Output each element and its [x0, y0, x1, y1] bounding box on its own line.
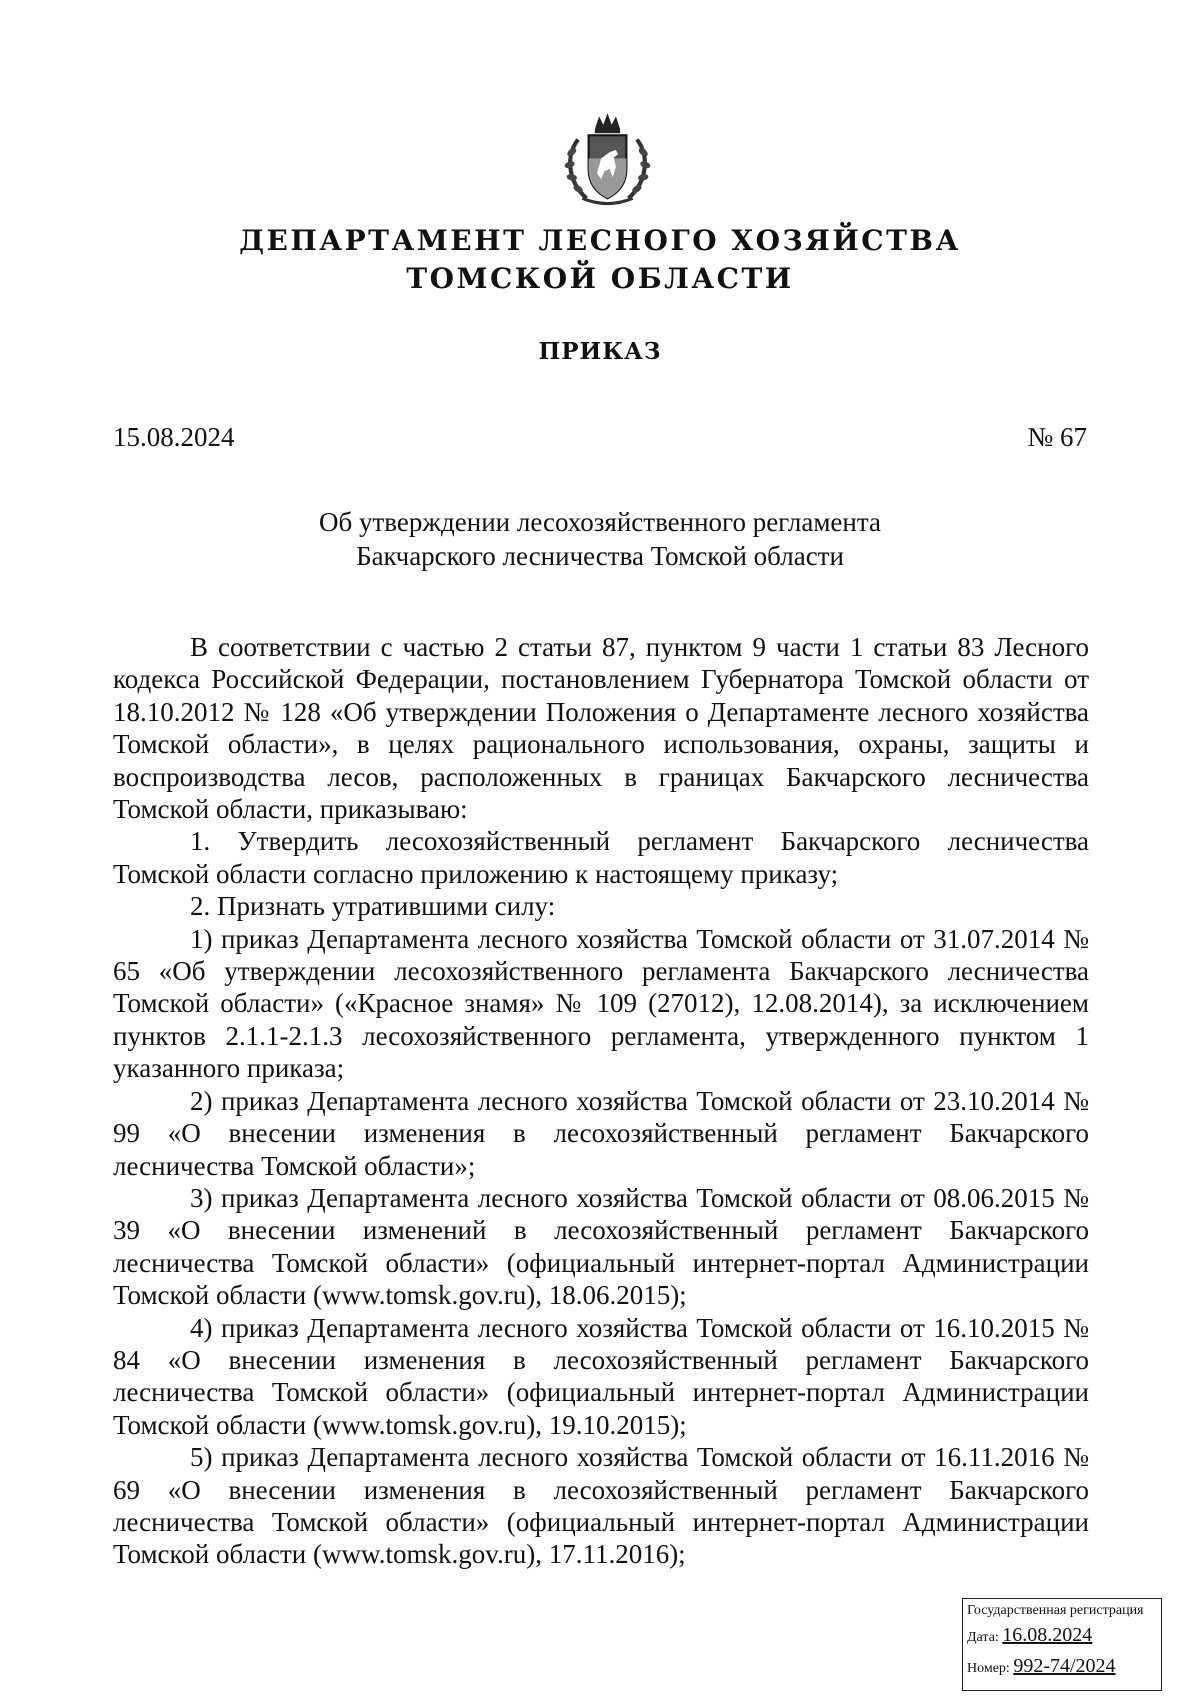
paragraph-item-2: 2. Признать утратившими силу: — [190, 891, 556, 922]
paragraph-preamble: В соответствии с частью 2 статьи 87, пунктом 9 части 1 статьи 83 Лесного кодекса Российской Федерации, постановлением Губернатора Томской области от 18.10.2012 № 128 «Об утверждении Положения о Департаменте лесного хозяйства Томской области», в целях рационального использования, охраны, защиты и воспроизводства лесов, расположенных в границах Бакчарского лесничества Томской области, приказываю: — [113, 632, 1089, 825]
paragraph-subitem-1: 1) приказ Департамента лесного хозяйства Томской области от 31.07.2014 № 65 «Об утверждении лесохозяйственного регламента Бакчарского лесничества Томской области» («Красное знамя» № 109 (27012), 12.08.2014), за исключением пунктов 2.1.1-2.1.3 лесохозяйственного регламента, утвержденного пунктом 1 указанного приказа; — [113, 923, 1089, 1084]
paragraph-subitem-5: 5) приказ Департамента лесного хозяйства Томской области от 16.11.2016 № 69 «О внесении изменения в лесохозяйственный регламент Бакчарского лесничества Томской области» (официальный интернет-портал Администрации Томской области (www.tomsk.gov.ru), 17.11.2016); — [113, 1442, 1089, 1570]
registration-title: Государственная регистрация — [967, 1603, 1144, 1618]
registration-date-value: 16.08.2024 — [1002, 1624, 1093, 1646]
subject-line-1: Об утверждении лесохозяйственного регламента — [319, 507, 881, 537]
order-subject — [0, 505, 1200, 573]
order-number: № 67 — [1027, 422, 1087, 452]
registration-number-value: 992-74/2024 — [1013, 1655, 1116, 1677]
registration-stamp — [962, 1598, 1162, 1691]
registration-date-row — [967, 1621, 1157, 1652]
paragraph-item-1: 1. Утвердить лесохозяйственный регламент Бакчарского лесничества Томской области согласно приложению к настоящему приказу; — [113, 826, 1089, 889]
document-type: ПРИКАЗ — [538, 338, 662, 365]
tomsk-region-coat-of-arms-icon — [555, 108, 660, 213]
registration-number-label: Номер: — [967, 1661, 1010, 1676]
order-body — [113, 631, 1089, 1571]
registration-number-row — [967, 1652, 1157, 1683]
paragraph-subitem-2: 2) приказ Департамента лесного хозяйства Томской области от 23.10.2014 № 99 «О внесении изменения в лесохозяйственный регламент Бакчарского лесничества Томской области»; — [113, 1085, 1089, 1181]
department-name-line2: ТОМСКОЙ ОБЛАСТИ — [406, 262, 794, 295]
order-date: 15.08.2024 — [113, 422, 235, 452]
paragraph-subitem-3: 3) приказ Департамента лесного хозяйства Томской области от 08.06.2015 № 39 «О внесении изменений в лесохозяйственный регламент Бакчарского лесничества Томской области» (официальный интернет-портал Администрации Томской области (www.tomsk.gov.ru), 18.06.2015); — [113, 1182, 1089, 1311]
department-name-line1: ДЕПАРТАМЕНТ ЛЕСНОГО ХОЗЯЙСТВА — [239, 224, 961, 257]
subject-line-2: Бакчарского лесничества Томской области — [356, 541, 844, 571]
paragraph-subitem-4: 4) приказ Департамента лесного хозяйства Томской области от 16.10.2015 № 84 «О внесении изменения в лесохозяйственный регламент Бакчарского лесничества Томской области» (официальный интернет-портал Администрации Томской области (www.tomsk.gov.ru), 19.10.2015); — [113, 1312, 1089, 1440]
registration-date-label: Дата: — [967, 1630, 999, 1645]
